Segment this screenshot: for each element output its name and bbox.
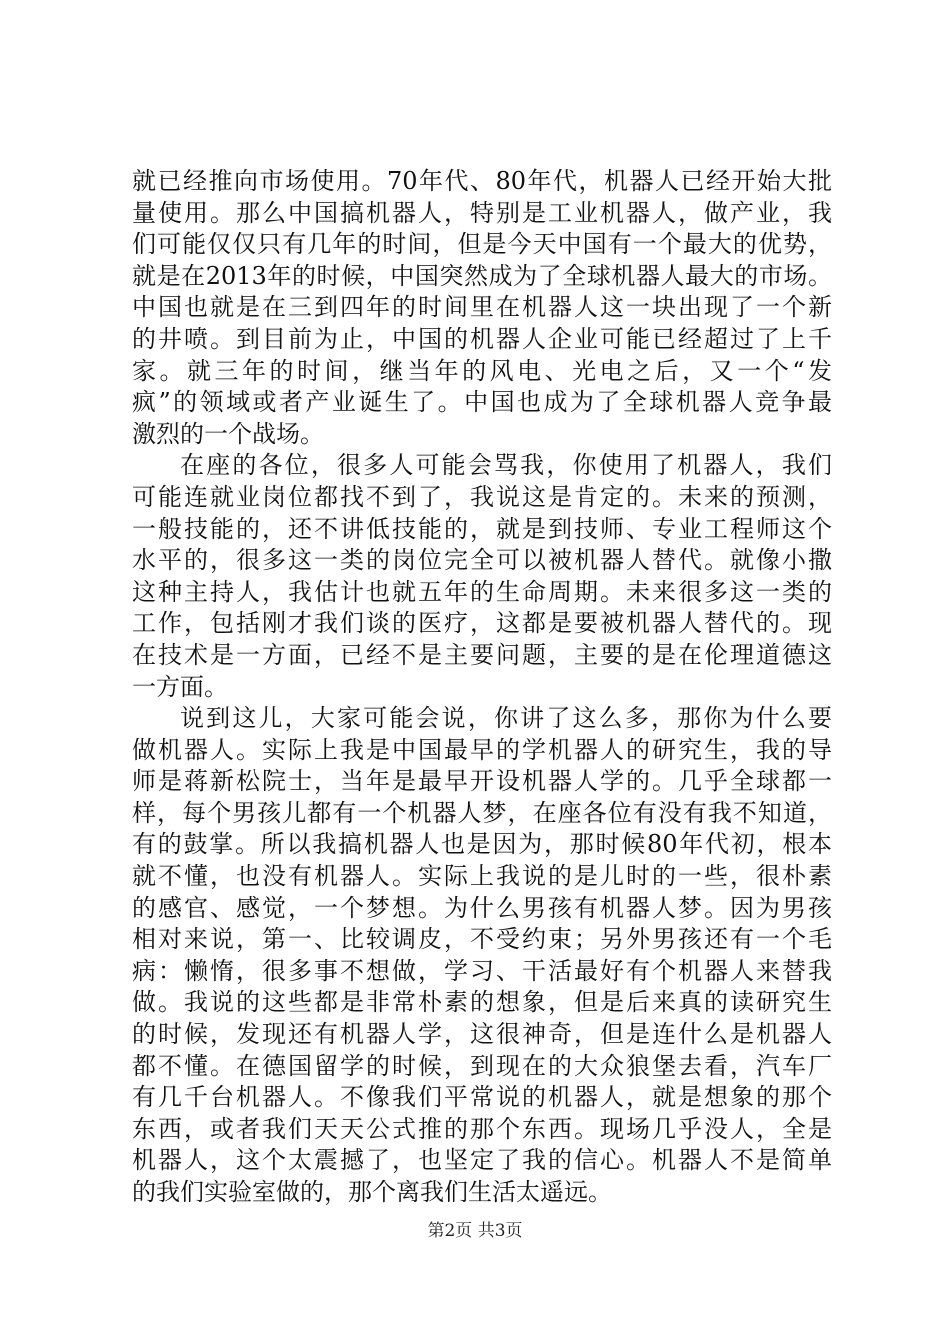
text-line: 中国也就是在三到四年的时间里在机器人这一块出现了一个新 (132, 293, 832, 322)
text-line: 这种主持人，我估计也就五年的生命周期。未来很多这一类的 (132, 577, 832, 606)
text-line: 机器人，这个太震撼了，也坚定了我的信心。机器人不是简单 (132, 1146, 832, 1175)
page-footer (0, 1219, 950, 1243)
text-line: 可能连就业岗位都找不到了，我说这是肯定的。未来的预测， (132, 482, 832, 511)
text-line: 就已经推向市场使用。70年代、80年代，机器人已经开始大批 (132, 167, 832, 195)
text-line: 在技术是一方面，已经不是主要问题，主要的是在伦理道德这 (132, 640, 832, 669)
text-line: 一方面。 (132, 672, 228, 701)
text-line: 的我们实验室做的，那个离我们生活太遥远。 (132, 1178, 612, 1206)
text-line: 病：懒惰，很多事不想做，学习、干活最好有个机器人来替我 (132, 956, 832, 985)
paragraph-2 (132, 450, 832, 703)
text-line: 做。我说的这些都是非常朴素的想象，但是后来真的读研究生 (132, 988, 832, 1017)
text-line: 有几千台机器人。不像我们平常说的机器人，就是想象的那个 (132, 1083, 832, 1112)
text-line: 量使用。那么中国搞机器人，特别是工业机器人，做产业，我 (132, 198, 832, 227)
text-line: 东西，或者我们天天公式推的那个东西。现场几乎没人，全是 (132, 1114, 832, 1143)
page-number: 第2页 共3页 (427, 1221, 523, 1241)
text-line: 们可能仅仅只有几年的时间，但是今天中国有一个最大的优势， (132, 230, 832, 259)
text-line: 的井喷。到目前为止，中国的机器人企业可能已经超过了上千 (132, 324, 832, 353)
text-line: 做机器人。实际上我是中国最早的学机器人的研究生，我的导 (132, 735, 832, 764)
text-line: 有的鼓掌。所以我搞机器人也是因为，那时候80年代初，根本 (132, 830, 832, 859)
text-line: 水平的，很多这一类的岗位完全可以被机器人替代。就像小撒 (132, 546, 832, 575)
paragraph-3 (132, 703, 832, 1209)
text-line: 的感官、感觉，一个梦想。为什么男孩有机器人梦。因为男孩 (132, 893, 832, 922)
text-line: 的时候，发现还有机器人学，这很神奇，但是连什么是机器人 (132, 1020, 832, 1049)
document-body (132, 166, 832, 1209)
text-line: 就是在2013年的时候，中国突然成为了全球机器人最大的市场。 (132, 261, 832, 290)
text-line: 疯”的领域或者产业诞生了。中国也成为了全球机器人竞争最 (132, 388, 832, 417)
text-line: 在座的各位，很多人可能会骂我，你使用了机器人，我们 (180, 451, 832, 480)
text-line: 师是蒋新松院士，当年是最早开设机器人学的。几乎全球都一 (132, 767, 832, 796)
text-line: 家。就三年的时间，继当年的风电、光电之后，又一个“发 (132, 356, 832, 385)
text-line: 激烈的一个战场。 (132, 419, 324, 448)
text-line: 说到这儿，大家可能会说，你讲了这么多，那你为什么要 (180, 704, 832, 733)
text-line: 都不懂。在德国留学的时候，到现在的大众狼堡去看，汽车厂 (132, 1051, 832, 1080)
text-line: 相对来说，第一、比较调皮，不受约束；另外男孩还有一个毛 (132, 925, 832, 954)
text-line: 一般技能的，还不讲低技能的，就是到技师、专业工程师这个 (132, 514, 832, 543)
text-line: 工作，包括刚才我们谈的医疗，这都是要被机器人替代的。现 (132, 609, 832, 638)
text-line: 就不懂，也没有机器人。实际上我说的是儿时的一些，很朴素 (132, 862, 832, 891)
text-line: 样，每个男孩儿都有一个机器人梦，在座各位有没有我不知道， (132, 798, 832, 827)
paragraph-1 (132, 166, 832, 450)
